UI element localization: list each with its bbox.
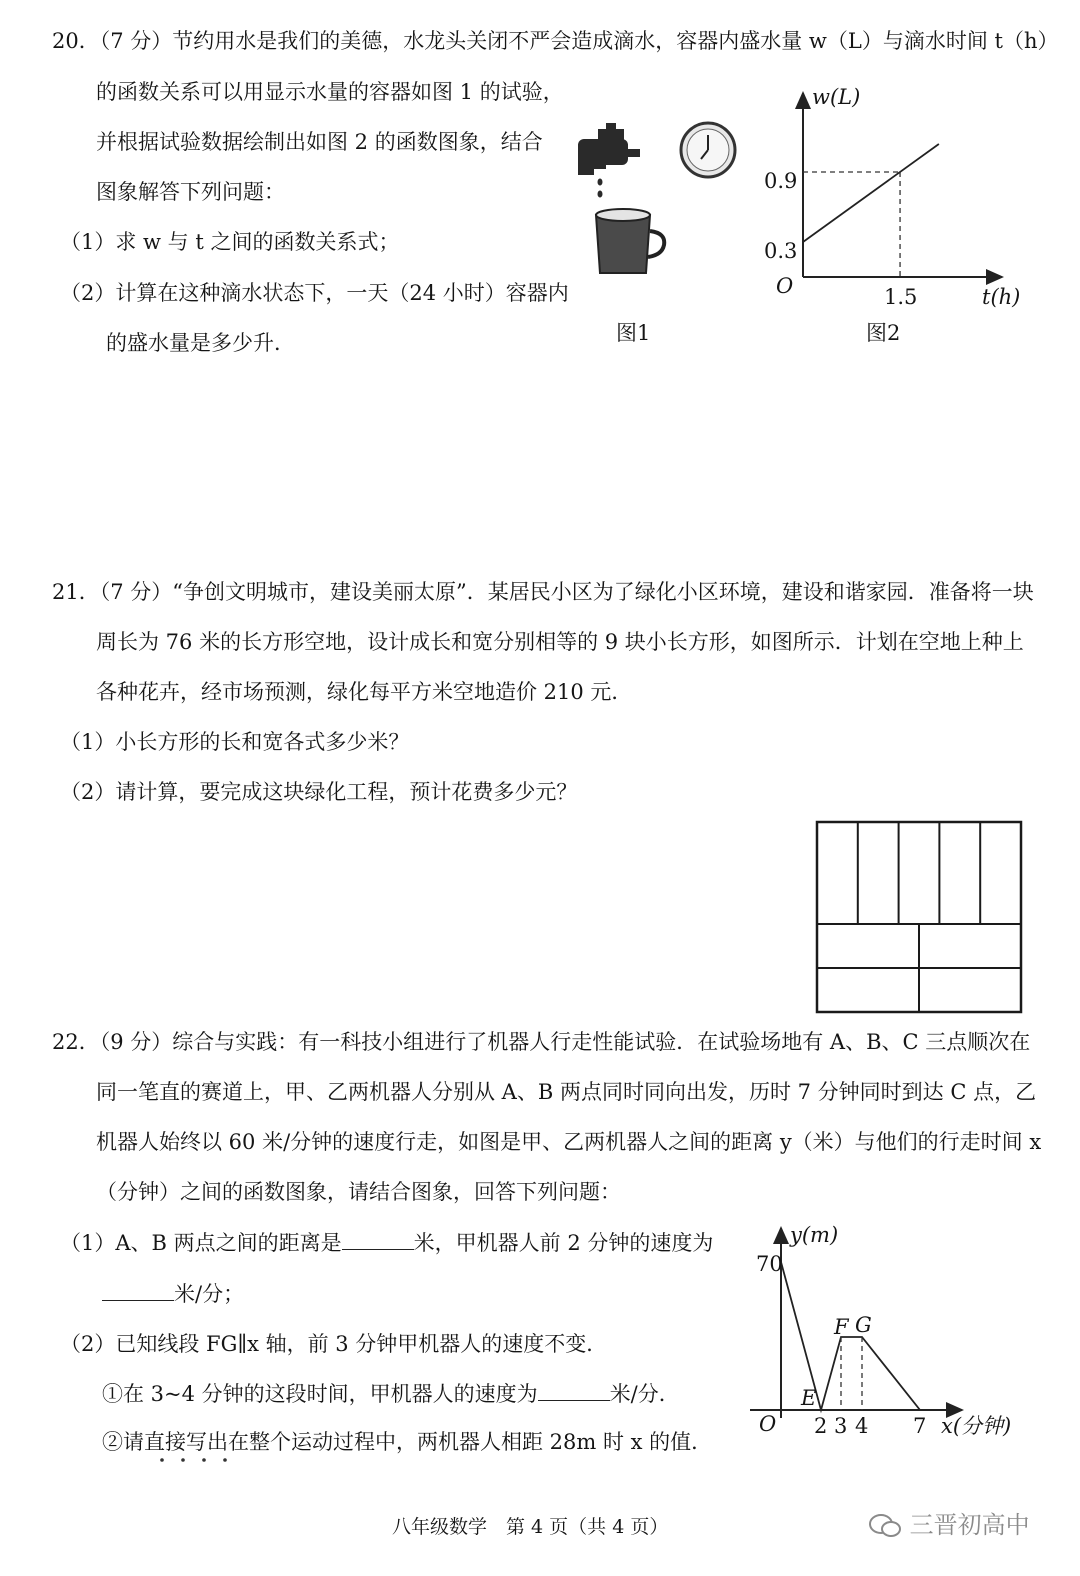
x-tick-label-1.5: 1.5 — [884, 285, 918, 309]
q22-y-tick-70: 70 — [756, 1252, 783, 1276]
q21-part-1: （1）小长方形的长和宽各式多少米？ — [60, 730, 410, 754]
q22-part-2: （2）已知线段 FG∥x 轴，前 3 分钟甲机器人的速度不变． — [60, 1332, 608, 1356]
y-axis-label: w(L) — [812, 85, 861, 109]
q22-x-tick-2: 2 — [814, 1414, 828, 1438]
q20-part-1: （1）求 w 与 t 之间的函数关系式； — [60, 230, 400, 254]
q21-part-2: （2）请计算，要完成这块绿化工程，预计花费多少元？ — [60, 780, 578, 804]
q22-part-1-text-c: 米/分； — [174, 1282, 245, 1306]
q22-line-3: 机器人始终以 60 米/分钟的速度行走，如图是甲、乙两机器人之间的距离 y（米）与他们的行走时间 x — [96, 1130, 1042, 1154]
q22-part-1-text-b: 米，甲机器人前 2 分钟的速度为 — [413, 1231, 714, 1255]
q22-x-axis-label: x(分钟) — [941, 1414, 1012, 1438]
watermark-text: 三晋初高中 — [909, 1511, 1030, 1539]
q22-point-e: E — [801, 1386, 817, 1410]
q20-line-3: 并根据试验数据绘制出如图 2 的函数图象，结合 — [96, 130, 543, 154]
figure-1-caption: 图1 — [616, 321, 651, 345]
q22-x-tick-3: 3 — [834, 1414, 848, 1438]
q21-line-3: 各种花卉，经市场预测，绿化每平方米空地造价 210 元． — [96, 680, 633, 704]
q21-line-1: 21．（7 分）“争创文明城市，建设美丽太原”．某居民小区为了绿化小区环境，建设和谐家园．准备将一块 — [52, 580, 1034, 604]
y-tick-label-0.3: 0.3 — [764, 239, 798, 263]
q20-line-2: 的函数关系可以用显示水量的容器如图 1 的试验， — [96, 80, 564, 104]
q22-x-tick-4: 4 — [855, 1414, 869, 1438]
wechat-icon — [868, 1512, 902, 1540]
q22-line-1: 22．（9 分）综合与实践：有一科技小组进行了机器人行走性能试验．在试验场地有 A、B、C 三点顺次在 — [52, 1030, 1031, 1054]
figure-2-caption: 图2 — [866, 321, 901, 345]
watermark — [868, 1512, 1030, 1540]
q22-y-axis-label: y(m) — [790, 1223, 839, 1247]
q22-line-4: （分钟）之间的函数图象，请结合图象，回答下列问题： — [96, 1180, 621, 1204]
q22-part-2-2: ②请直接写出在整个运动过程中，两机器人相距 28m 时 x 的值． — [102, 1430, 713, 1454]
page-footer: 八年级数学 第 4 页（共 4 页） — [392, 1516, 669, 1538]
q20-part-2: （2）计算在这种滴水状态下，一天（24 小时）容器内 — [60, 281, 569, 305]
q22-x-tick-7: 7 — [913, 1414, 927, 1438]
q22-part-2-1-text-a: ①在 3~4 分钟的这段时间，甲机器人的速度为 — [102, 1382, 538, 1406]
q20-line-1: 20．（7 分）节约用水是我们的美德，水龙头关闭不严会造成滴水，容器内盛水量 w（L）与滴水时间 t（h） — [52, 29, 1059, 53]
y-tick-label-0.9: 0.9 — [764, 169, 798, 193]
q22-point-f: F — [834, 1315, 849, 1339]
q22-line-2: 同一笔直的赛道上，甲、乙两机器人分别从 A、B 两点同时同向出发，历时 7 分钟同时到达 C 点，乙 — [96, 1080, 1037, 1104]
q22-origin-label: O — [759, 1412, 777, 1436]
q20-line-4: 图象解答下列问题： — [96, 180, 285, 204]
origin-label: O — [776, 274, 794, 298]
q20-part-2-cont: 的盛水量是多少升． — [106, 331, 295, 355]
q22-part-2-1-text-b: 米/分． — [609, 1382, 680, 1406]
q22-part-1-text-a: （1）A、B 两点之间的距离是 — [60, 1231, 342, 1255]
q21-line-2: 周长为 76 米的长方形空地，设计成长和宽分别相等的 9 块小长方形，如图所示．计划在空地上种上 — [96, 630, 1024, 654]
x-axis-label: t(h) — [982, 285, 1021, 309]
q22-point-g: G — [855, 1313, 872, 1337]
